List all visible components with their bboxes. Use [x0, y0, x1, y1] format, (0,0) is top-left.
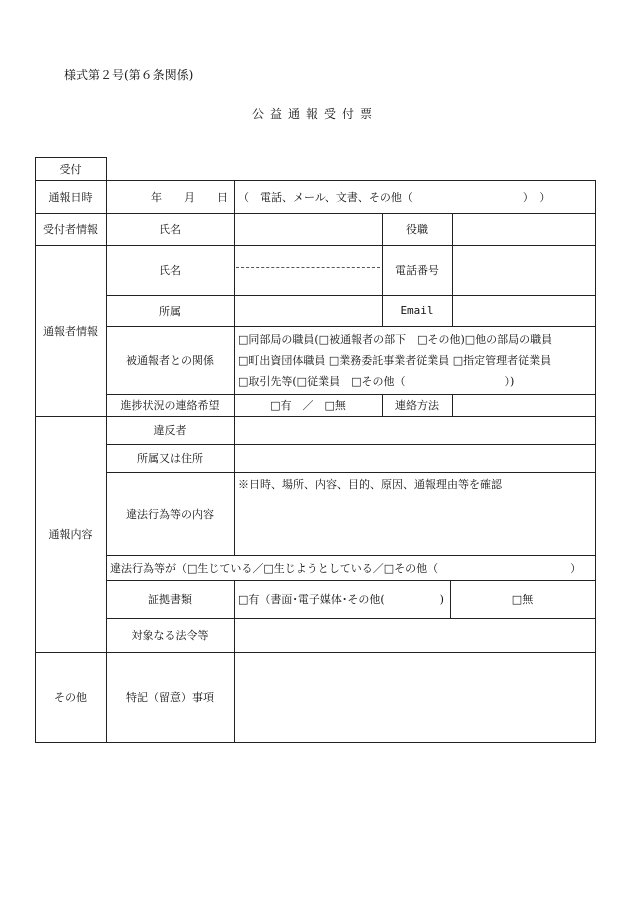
form-number: 様式第２号(第６条関係) — [64, 68, 194, 82]
grid-line — [106, 180, 107, 743]
progress-label: 進捗状況の連絡希望 — [120, 399, 220, 412]
illegal-content-label: 違法行為等の内容 — [126, 507, 214, 521]
law-field[interactable] — [234, 618, 595, 652]
grid-line — [382, 213, 383, 245]
evidence-no-option[interactable]: □無 — [511, 593, 534, 606]
grid-line — [35, 416, 596, 417]
grid-line — [35, 213, 596, 214]
grid-line — [106, 295, 596, 296]
grid-line — [106, 444, 596, 445]
progress-options[interactable]: □有 ／ □無 — [270, 399, 346, 412]
grid-line — [35, 742, 596, 743]
violator-field[interactable] — [234, 416, 595, 444]
grid-line — [35, 652, 596, 653]
illegal-content-field[interactable]: ※日時、場所、内容、目的、原因、通報理由等を確認 — [238, 478, 502, 491]
grid-line — [35, 180, 596, 181]
grid-line — [35, 245, 596, 246]
grid-line — [106, 394, 596, 395]
reporter-name-field[interactable] — [234, 245, 382, 295]
relation-options[interactable] — [234, 326, 595, 394]
remarks-label: 特記（留意）事項 — [126, 691, 214, 704]
relation-line-1[interactable]: □同部局の職員(□被通報者の部下 □その他)□他の部局の職員 — [238, 333, 553, 346]
relation-line-2[interactable]: □町出資団体職員 □業務委託事業者従業員 □指定管理者従業員 — [238, 354, 552, 367]
receiver-position-label: 役職 — [406, 223, 428, 236]
grid-line — [106, 618, 596, 619]
reporter-name-label: 氏名 — [159, 264, 181, 277]
receiver-position-field[interactable] — [452, 213, 595, 245]
phone-label: 電話番号 — [395, 264, 439, 277]
grid-line — [234, 213, 235, 555]
contact-method-choice[interactable]: （ 電話、メール、文書、その他（ ） ） — [238, 190, 551, 204]
grid-line — [382, 394, 383, 416]
law-label: 対象なる法令等 — [131, 629, 209, 642]
grid-line — [106, 326, 596, 327]
receiver-name-field[interactable] — [234, 213, 382, 245]
email-field[interactable] — [452, 295, 595, 326]
date-field[interactable]: 年 月 日 — [151, 190, 228, 204]
violator-address-label: 所属又は住所 — [137, 452, 203, 465]
other-label: その他 — [54, 691, 87, 704]
contact-method-label: 連絡方法 — [395, 399, 439, 412]
report-content-label: 通報内容 — [48, 528, 93, 541]
grid-line — [35, 157, 107, 158]
relation-line-3[interactable]: □取引先等(□従業員 □その他（ ）) — [238, 375, 515, 388]
receiver-info-label: 受付者情報 — [43, 223, 98, 236]
affiliation-label: 所属 — [159, 304, 181, 318]
remarks-field[interactable] — [234, 652, 595, 742]
grid-line — [595, 180, 596, 743]
grid-line — [106, 555, 596, 556]
grid-line — [106, 157, 107, 180]
grid-line — [452, 213, 453, 245]
relation-label: 被通報者との関係 — [126, 354, 214, 367]
grid-line — [106, 472, 596, 473]
reporter-info-label: 通報者情報 — [43, 324, 98, 338]
receipt-label: 受付 — [59, 162, 82, 176]
grid-line — [452, 394, 453, 416]
grid-line — [450, 580, 451, 618]
illegal-status-options[interactable]: 違法行為等が（□生じている／□生じようとしている／□その他（ ） — [110, 561, 582, 575]
violator-address-field[interactable] — [234, 444, 595, 472]
evidence-label: 証拠書類 — [148, 593, 192, 606]
grid-line — [382, 245, 383, 326]
furigana-divider — [236, 267, 380, 268]
notify-date-label: 通報日時 — [48, 190, 93, 204]
email-label: Email — [400, 304, 434, 317]
contact-method-field[interactable] — [452, 394, 595, 416]
violator-label: 違反者 — [153, 424, 187, 437]
grid-line — [452, 245, 453, 326]
form-title: 公益通報受付票 — [251, 107, 378, 121]
receiver-name-label: 氏名 — [159, 223, 181, 236]
grid-line — [234, 580, 235, 743]
evidence-yes-option[interactable]: □有（書面･電子媒体･その他( ) — [238, 593, 444, 606]
grid-line — [234, 180, 235, 213]
grid-line — [106, 580, 596, 581]
phone-field[interactable] — [452, 245, 595, 295]
affiliation-field[interactable] — [234, 295, 382, 326]
